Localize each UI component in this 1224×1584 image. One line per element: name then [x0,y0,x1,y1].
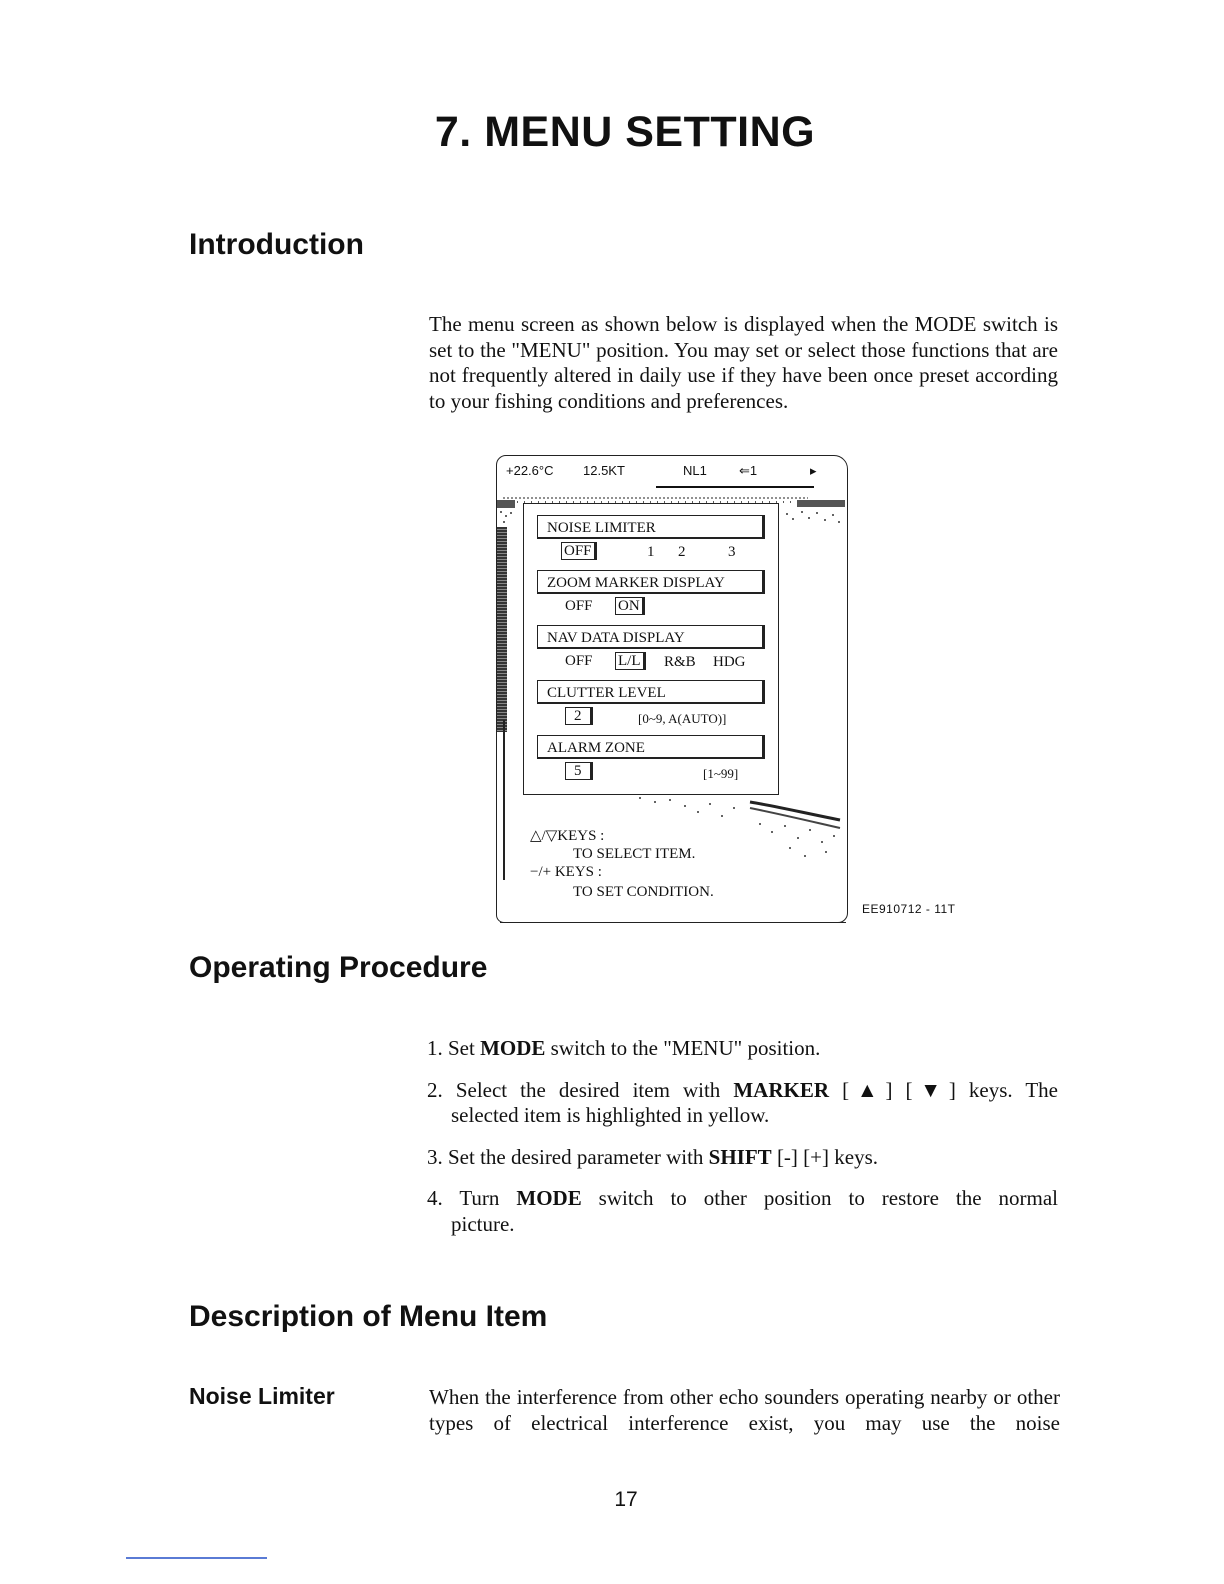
step-text: [-] [+] keys. [771,1144,878,1169]
step-key-name: SHIFT [708,1144,772,1169]
menu-item-clutter-level[interactable]: CLUTTER LEVEL [537,680,765,704]
intro-paragraph: The menu screen as shown below is displayed when the MODE switch is set to the "MENU" position. You may set or select those functions that are not frequently altered in daily use if they have been once preset according to your fishing conditions and preferences. [429,312,1058,413]
step-number: 2. [427,1077,443,1102]
page-number: 17 [614,1488,638,1511]
heading-operating-procedure: Operating Procedure [189,951,488,984]
menu-item-nav-data-display[interactable]: NAV DATA DISPLAY [537,625,765,649]
step-text: Set the desired parameter with [448,1144,709,1169]
step-key-name: MARKER [733,1077,830,1102]
selected-value-box: OFF [561,542,597,560]
flag-icon: ▸ [810,463,817,478]
menu-item-alarm-zone[interactable]: ALARM ZONE [537,735,765,759]
figure-code: EE910712 - 11T [862,902,956,916]
step-text: Turn [459,1186,517,1210]
step-continuation: selected item is highlighted in yellow. [451,1103,770,1127]
list-item [427,1036,1058,1062]
shift-indicator: ⇐1 [739,463,758,478]
set-keys-label: −/+ KEYS : [530,864,602,880]
option-off-selected[interactable] [561,543,597,560]
step-key-name: MODE [516,1186,582,1210]
menu-item-noise-limiter[interactable]: NOISE LIMITER [537,515,765,539]
status-underline [656,486,814,488]
step-text: switch to other position to restore the normal [581,1186,1058,1210]
option-2[interactable]: 2 [678,544,686,560]
step-continuation: picture. [451,1211,515,1236]
option-off[interactable]: OFF [565,653,593,669]
step-number: 3. [427,1144,443,1169]
list-item [427,1078,1058,1129]
procedure-steps [427,1036,1058,1253]
option-1[interactable]: 1 [647,544,655,560]
heading-introduction: Introduction [189,228,364,261]
option-off[interactable]: OFF [565,598,593,614]
step-text: Set [448,1036,481,1060]
step-text: Select the desired item with [455,1077,734,1102]
step-text: switch to the "MENU" position. [545,1036,821,1060]
step-number: 4. [427,1186,443,1210]
option-on-selected[interactable] [615,598,645,615]
menu-item-zoom-marker-display[interactable]: ZOOM MARKER DISPLAY [537,570,765,594]
depth-scale-line [503,720,505,880]
selected-value-box: 2 [565,707,593,725]
step-key-name: MODE [480,1036,546,1060]
option-3[interactable]: 3 [728,544,736,560]
clutter-range: [0~9, A(AUTO)] [638,711,727,726]
step-text: [▲] [▼] keys. The [829,1077,1058,1102]
list-item [427,1145,1058,1171]
option-hdg[interactable]: HDG [713,654,746,670]
set-keys-desc: TO SET CONDITION. [573,884,714,900]
option-ll-selected[interactable] [615,653,646,670]
footer-rule [126,1557,267,1559]
selected-value-box: L/L [615,652,646,670]
ship-speed: 12.5KT [583,463,625,478]
screen-bottom-edge [500,922,846,923]
select-keys-desc: TO SELECT ITEM. [573,846,696,862]
selected-value-box: ON [615,597,645,615]
alarm-zone-value-selected[interactable] [565,763,593,780]
selected-value-box: 5 [565,762,593,780]
step-number: 1. [427,1036,443,1060]
alarm-zone-range: [1~99] [703,766,739,781]
heading-description-of-menu-item: Description of Menu Item [189,1300,548,1333]
option-rb[interactable]: R&B [664,654,696,670]
noise-limiter-paragraph: When the interference from other echo sounders operating nearby or other types of electrical interference exist, you may use the noise [429,1385,1060,1435]
heading-noise-limiter: Noise Limiter [189,1383,335,1409]
water-temperature: +22.6°C [506,463,554,478]
depth-color-bar [497,527,507,732]
select-keys-label: △/▽KEYS : [530,828,605,844]
clutter-value-selected[interactable] [565,708,593,725]
list-item [427,1186,1058,1237]
noise-limiter-status: NL1 [683,463,707,478]
chapter-title: 7. MENU SETTING [434,108,816,156]
